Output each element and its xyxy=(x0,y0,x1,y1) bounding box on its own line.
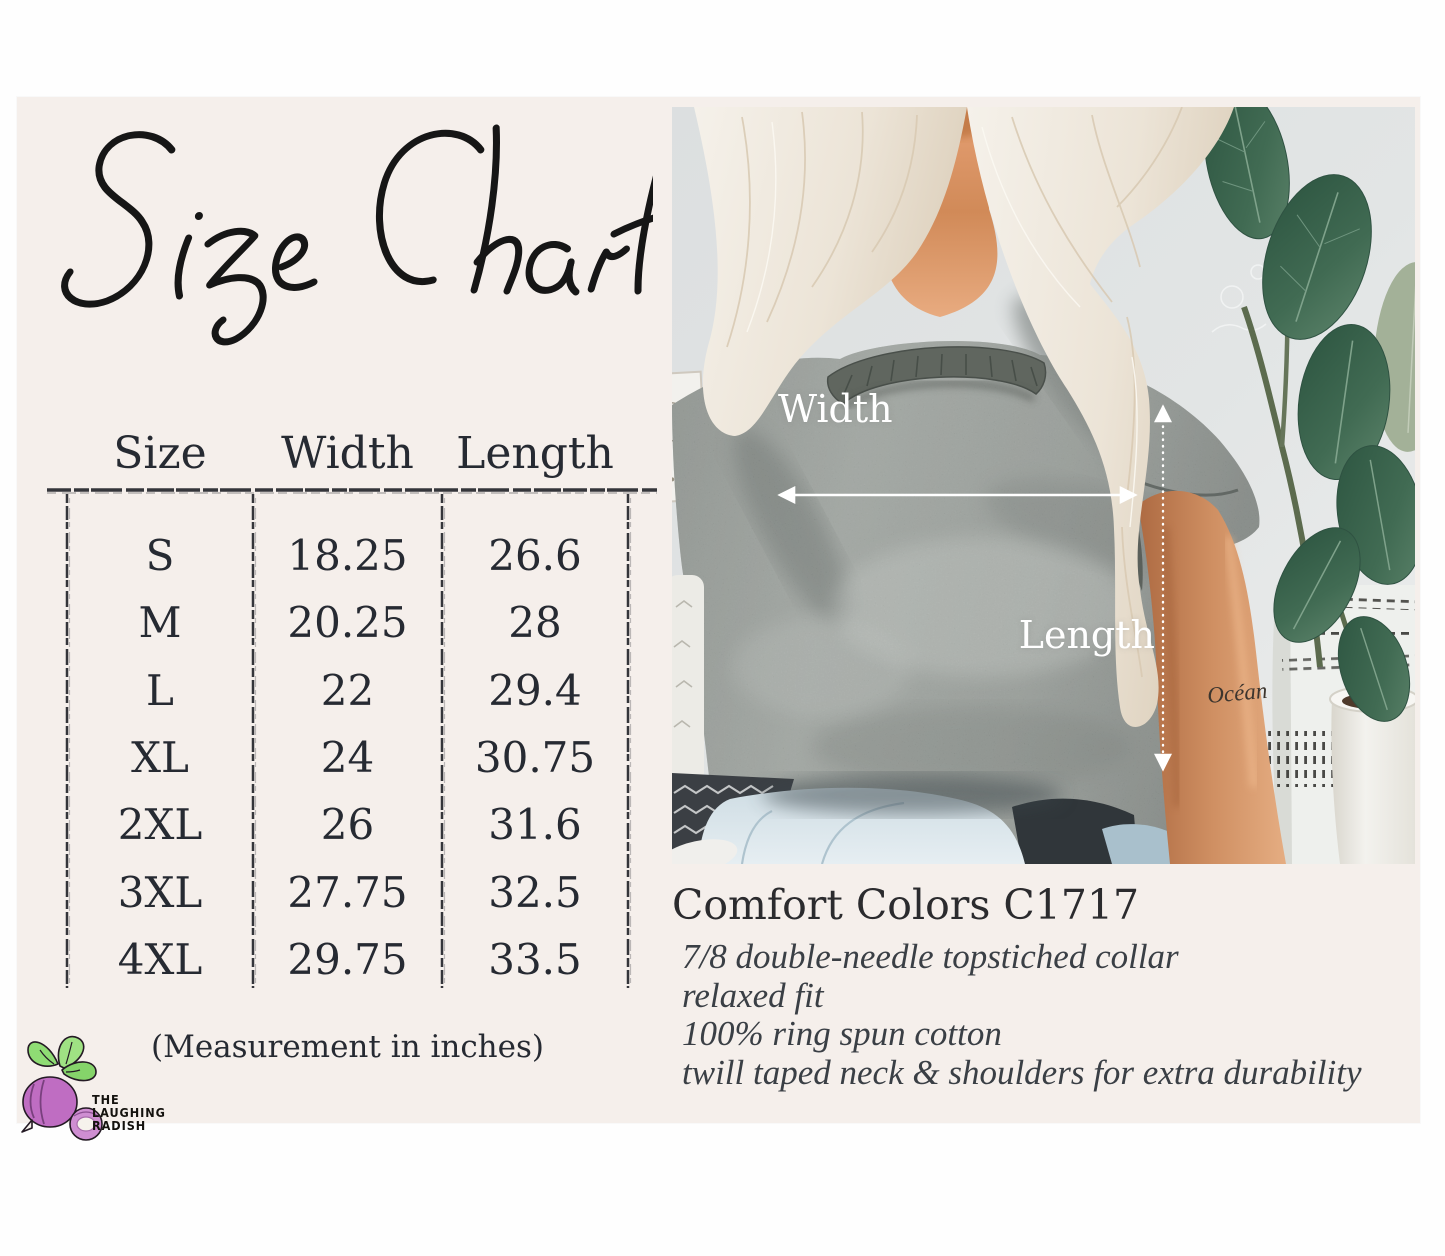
table-row xyxy=(67,657,628,724)
cell-length: 32.5 xyxy=(488,867,582,917)
script-letter xyxy=(176,238,188,296)
brand-logo-text xyxy=(92,1094,166,1133)
length-annotation-label: Length xyxy=(1018,613,1155,657)
cell-length: 28 xyxy=(508,598,562,648)
logo-line: THE xyxy=(92,1093,120,1107)
table-row xyxy=(67,589,628,656)
size-table-body xyxy=(67,522,628,993)
script-letter xyxy=(372,133,483,281)
table-row xyxy=(67,791,628,858)
script-letter xyxy=(591,249,626,289)
cell-size: S xyxy=(145,531,175,581)
table-row xyxy=(67,724,628,791)
cell-size: L xyxy=(146,665,174,715)
table-row xyxy=(67,522,628,589)
cell-width: 29.75 xyxy=(287,934,408,984)
width-annotation-label: Width xyxy=(778,387,893,431)
cell-width: 26 xyxy=(320,800,375,850)
logo-line: LAUGHING xyxy=(92,1106,166,1120)
cell-size: 2XL xyxy=(117,800,203,850)
cell-length: 31.6 xyxy=(488,800,582,850)
script-letter xyxy=(527,244,573,290)
script-letter xyxy=(567,262,579,292)
photo-scene xyxy=(672,107,1415,864)
feature-item: 7/8 double-needle topstiched collar xyxy=(682,937,1179,976)
cell-width: 24 xyxy=(320,732,375,782)
cell-size: XL xyxy=(131,732,189,782)
tattoo-text: Océan xyxy=(1206,677,1269,708)
cell-size: 4XL xyxy=(117,934,203,984)
col-header-length: Length xyxy=(456,428,614,479)
script-letter xyxy=(63,135,174,305)
feature-list xyxy=(672,938,1417,1092)
cell-width: 22 xyxy=(320,665,375,715)
white-pillow xyxy=(672,575,704,785)
cell-length: 26.6 xyxy=(488,531,582,581)
cell-length: 33.5 xyxy=(488,934,582,984)
cell-width: 20.25 xyxy=(287,598,408,648)
brand-logo xyxy=(20,1030,280,1160)
table-row xyxy=(67,858,628,925)
col-header-size: Size xyxy=(113,428,207,479)
feature-item: relaxed fit xyxy=(682,975,824,1015)
cell-size: 3XL xyxy=(117,867,203,917)
product-photo xyxy=(672,107,1415,864)
cell-size: M xyxy=(138,598,182,648)
script-letter xyxy=(637,165,653,291)
cell-length: 30.75 xyxy=(474,732,596,782)
feature-item: twill taped neck & shoulders for extra durability xyxy=(682,1052,1362,1092)
page-title xyxy=(0,0,1,1)
measurement-note: (Measurement in inches) xyxy=(150,1029,544,1065)
logo-line: RADISH xyxy=(92,1119,147,1133)
script-i-dot xyxy=(194,212,203,220)
script-letter xyxy=(198,231,271,342)
cell-width: 18.25 xyxy=(287,531,408,581)
table-row xyxy=(67,926,628,993)
feature-item: 100% ring spun cotton xyxy=(682,1014,1002,1053)
cell-width: 27.75 xyxy=(287,867,408,917)
cell-length: 29.4 xyxy=(488,665,582,715)
script-letter xyxy=(273,237,318,288)
product-heading: Comfort Colors C1717 xyxy=(672,881,1140,929)
col-header-width: Width xyxy=(281,428,414,479)
product-description xyxy=(672,880,1417,1092)
script-title-size-chart xyxy=(38,120,653,360)
